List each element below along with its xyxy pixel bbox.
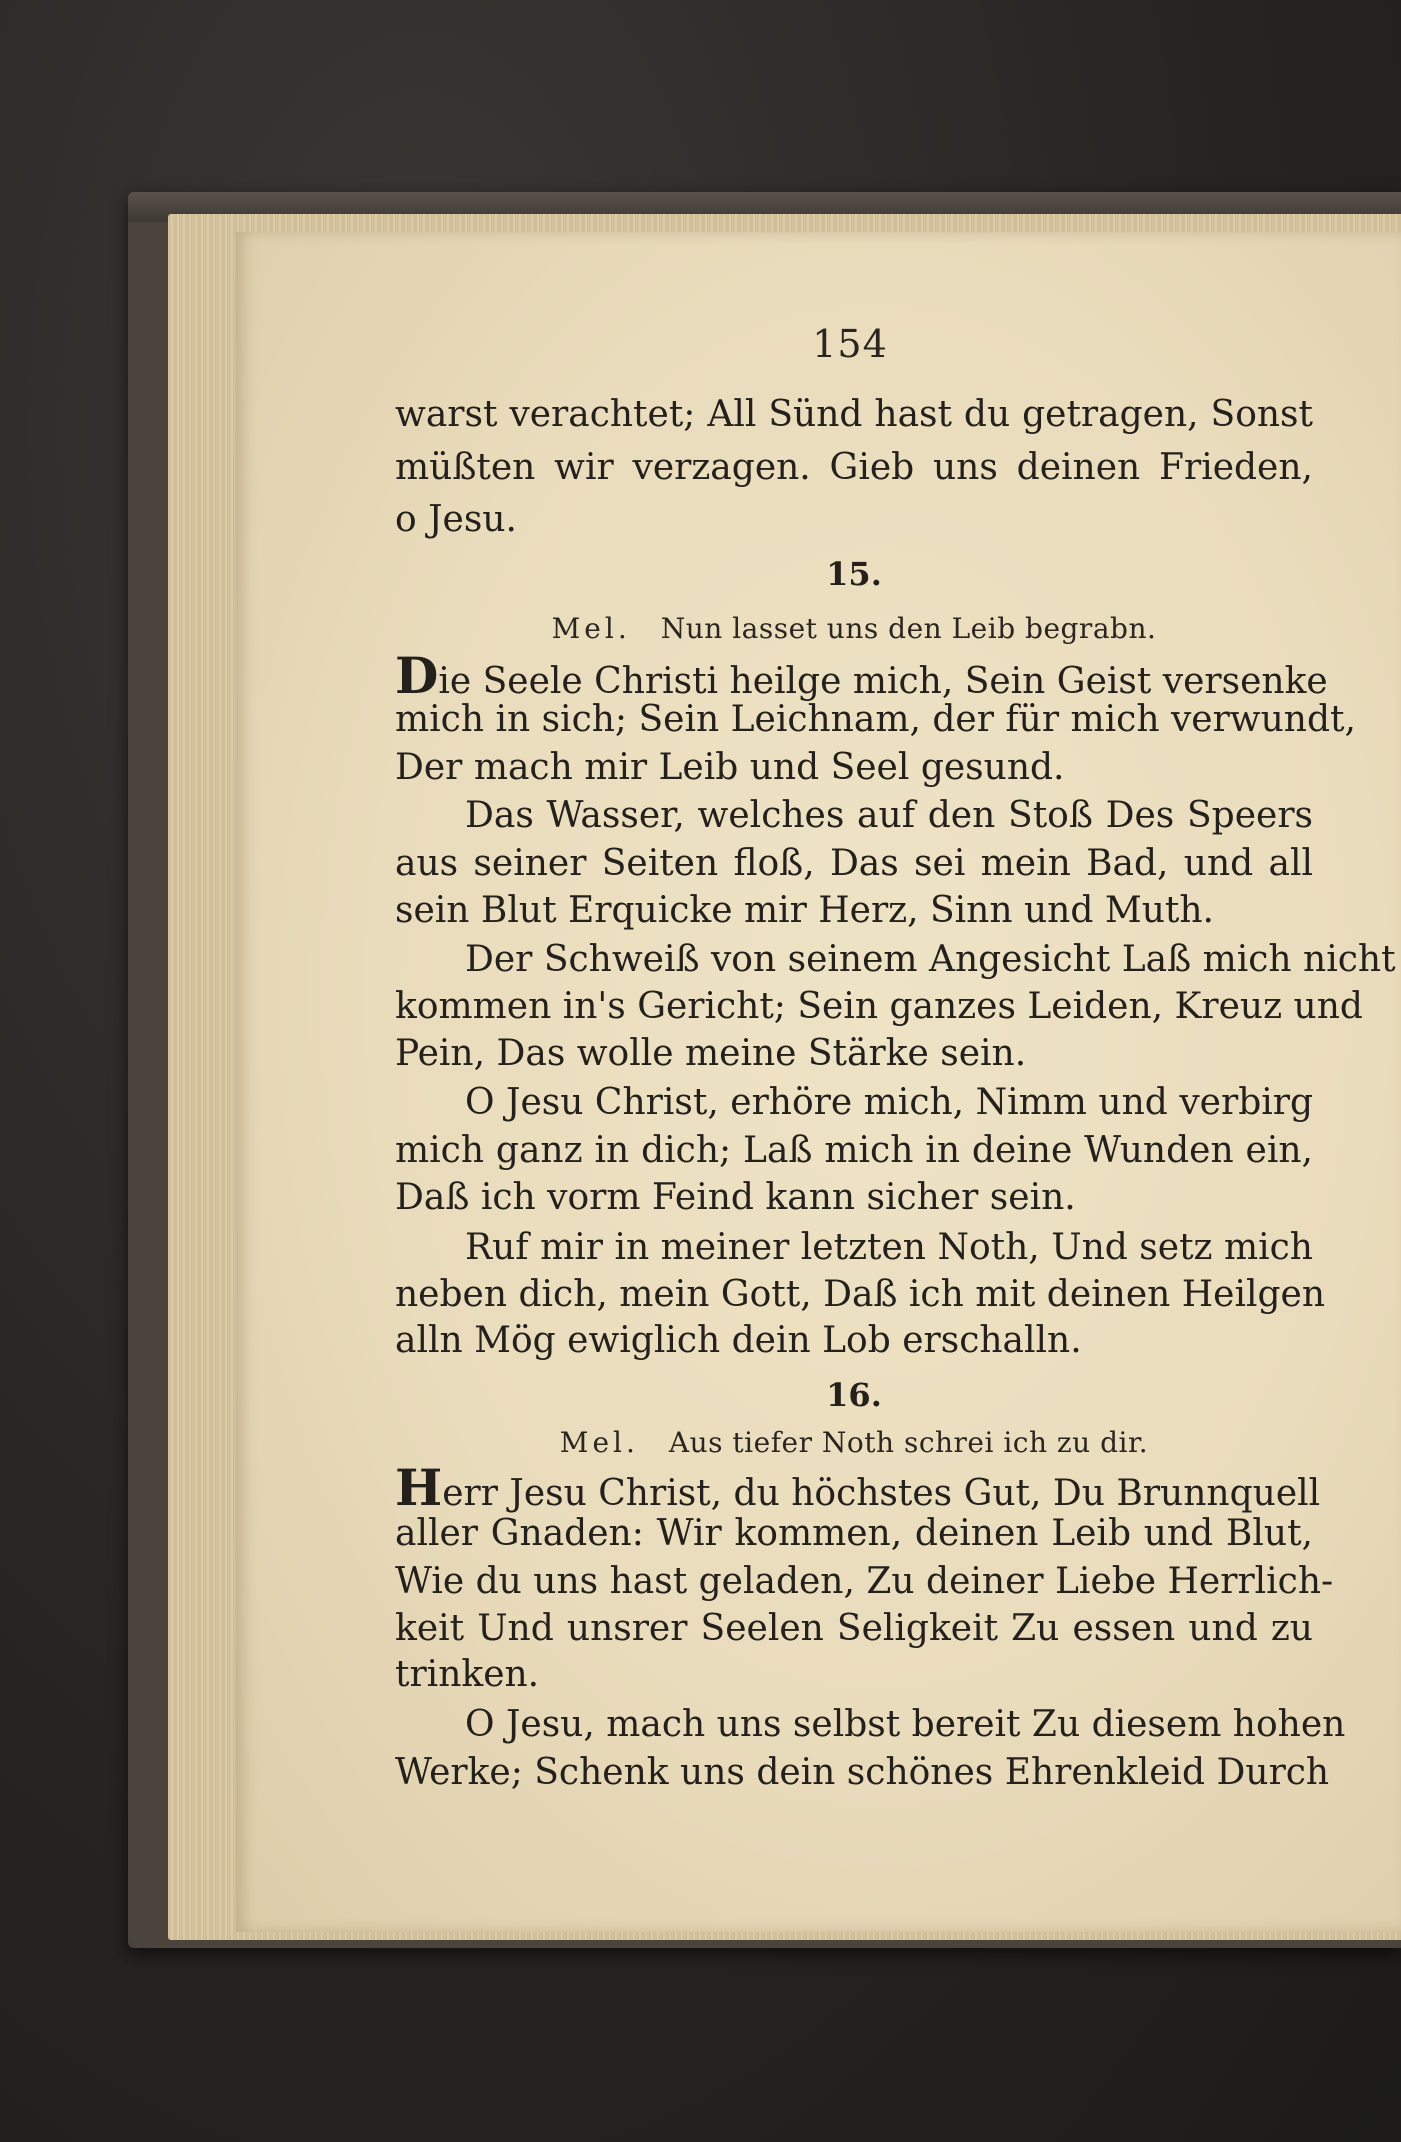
text-line: Wie du uns hast geladen, Zu deiner Liebe Herrlich- — [395, 1561, 1334, 1602]
line-text: ie Seele Christi heilge mich, Sein Geist versenke — [438, 661, 1328, 702]
hymn-number: 16. — [826, 1376, 882, 1414]
text-line: Das Wasser, welches auf den Stoß Des Speers — [465, 795, 1313, 836]
text-line: neben dich, mein Gott, Daß ich mit deinen Heilgen — [395, 1274, 1326, 1315]
text-line: warst verachtet; All Sünd hast du getragen, Sonst — [395, 394, 1313, 435]
text-line: Pein, Das wolle meine Stärke sein. — [395, 1033, 1027, 1074]
text-line: Der mach mir Leib und Seel gesund. — [395, 747, 1065, 788]
text-line: Daß ich vorm Feind kann sicher sein. — [395, 1177, 1076, 1218]
melody-line — [395, 612, 1313, 645]
text-line: Werke; Schenk uns dein schönes Ehrenkleid Durch — [395, 1752, 1330, 1793]
text-line: mich ganz in dich; Laß mich in deine Wunden ein, — [395, 1130, 1313, 1171]
melody-title: Nun lasset uns den Leib begrabn. — [660, 612, 1157, 645]
text-line: O Jesu Christ, erhöre mich, Nimm und verbirg — [465, 1082, 1313, 1123]
melody-title: Aus tiefer Noth schrei ich zu dir. — [668, 1426, 1149, 1459]
text-line: kommen in's Gericht; Sein ganzes Leiden, Kreuz und — [395, 986, 1363, 1027]
initial-letter: D — [395, 646, 439, 705]
hymn-number: 15. — [826, 555, 882, 593]
text-line: Der Schweiß von seinem Angesicht Laß mich nicht — [465, 939, 1396, 980]
text-line: o Jesu. — [395, 499, 517, 540]
text-line: trinken. — [395, 1654, 540, 1695]
text-line: alln Mög ewiglich dein Lob erschalln. — [395, 1320, 1082, 1361]
text-line: aus seiner Seiten floß, Das sei mein Bad, und all — [395, 843, 1313, 884]
text-line — [395, 646, 1328, 705]
initial-letter: H — [395, 1458, 443, 1517]
text-line — [395, 1458, 1321, 1517]
text-line: mich in sich; Sein Leichnam, der für mich verwundt, — [395, 699, 1356, 740]
melody-label: Mel. — [551, 612, 631, 645]
text-line: Ruf mir in meiner letzten Noth, Und setz mich — [465, 1227, 1313, 1268]
page-number: 154 — [812, 322, 888, 366]
text-line: müßten wir verzagen. Gieb uns deinen Frieden, — [395, 447, 1313, 488]
melody-label: Mel. — [559, 1426, 639, 1459]
text-line: aller Gnaden: Wir kommen, deinen Leib und Blut, — [395, 1513, 1313, 1554]
text-line: sein Blut Erquicke mir Herz, Sinn und Muth. — [395, 890, 1214, 931]
text-line: keit Und unsrer Seelen Seligkeit Zu essen und zu — [395, 1608, 1313, 1649]
melody-line — [395, 1426, 1313, 1459]
text-line: O Jesu, mach uns selbst bereit Zu diesem hohen — [465, 1704, 1346, 1745]
line-text: err Jesu Christ, du höchstes Gut, Du Brunnquell — [442, 1473, 1321, 1514]
